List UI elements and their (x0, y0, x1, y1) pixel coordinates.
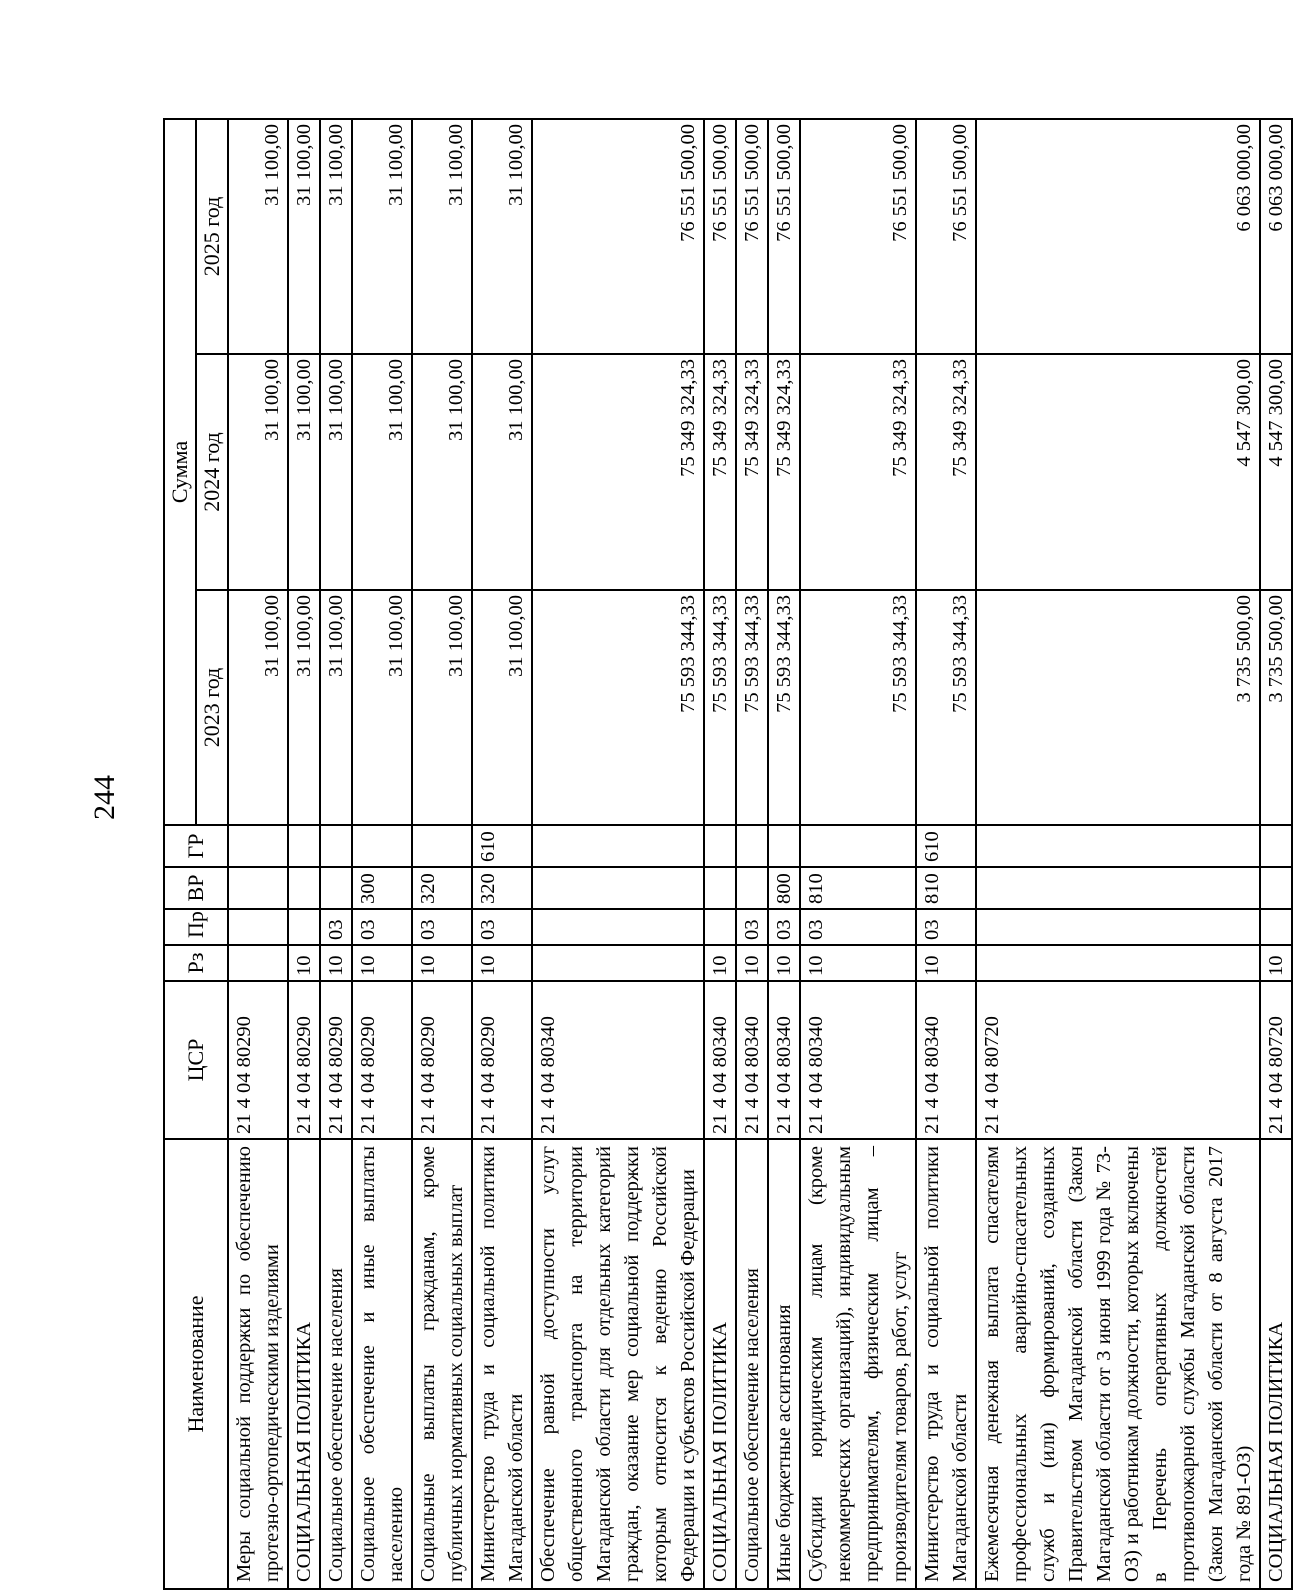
row-2023: 75 593 344,33 (916, 590, 976, 825)
rotated-table-wrapper (163, 120, 1287, 1590)
row-csr: 21 4 04 80720 (976, 981, 1260, 1139)
row-rz: 10 (412, 945, 472, 981)
row-2025: 31 100,00 (228, 119, 288, 354)
row-rz: 10 (472, 945, 532, 981)
row-2023: 31 100,00 (228, 590, 288, 825)
row-2023: 3 735 500,00 (1260, 590, 1292, 825)
row-gr (1260, 825, 1292, 867)
row-gr: 610 (472, 825, 532, 867)
row-gr (412, 825, 472, 867)
row-csr: 21 4 04 80340 (736, 981, 768, 1139)
row-pr (532, 909, 704, 945)
row-pr: 03 (916, 909, 976, 945)
row-2023: 31 100,00 (352, 590, 412, 825)
row-vr: 800 (768, 867, 800, 909)
header-gr: ГР (164, 825, 228, 867)
row-2024: 75 349 324,33 (800, 354, 916, 590)
row-gr (320, 825, 352, 867)
row-pr: 03 (412, 909, 472, 945)
row-name: Социальное обеспечение населения (320, 1139, 352, 1589)
row-rz: 10 (768, 945, 800, 981)
header-name: Наименование (164, 1139, 228, 1589)
row-pr (704, 909, 736, 945)
row-2024: 31 100,00 (412, 354, 472, 590)
row-vr (704, 867, 736, 909)
row-pr (976, 909, 1260, 945)
row-name: СОЦИАЛЬНАЯ ПОЛИТИКА (1260, 1139, 1292, 1589)
row-rz: 10 (352, 945, 412, 981)
header-2025: 2025 год (196, 119, 228, 354)
table-row (288, 119, 320, 1589)
row-pr: 03 (472, 909, 532, 945)
row-2025: 76 551 500,00 (768, 119, 800, 354)
row-vr: 320 (472, 867, 532, 909)
row-name: Министерство труда и социальной политики Магаданской области (916, 1139, 976, 1589)
row-2023: 3 735 500,00 (976, 590, 1260, 825)
row-pr (1260, 909, 1292, 945)
row-rz: 10 (1260, 945, 1292, 981)
table-row (916, 119, 976, 1589)
row-2024: 31 100,00 (320, 354, 352, 590)
row-rz: 10 (320, 945, 352, 981)
row-vr: 810 (800, 867, 916, 909)
row-name: Субсидии юридическим лицам (кроме некоммерческих организаций), индивидуальным предпринимателям, физическим лицам – производителям товаров, работ, услуг (800, 1139, 916, 1589)
row-csr: 21 4 04 80290 (352, 981, 412, 1139)
row-name: Ежемесячная денежная выплата спасателям профессиональных аварийно-спасательных служб и (или) формирований, созданных Правительством Магаданской области (Закон Магаданской области от 3 июня 1999 года № 73-ОЗ) и работникам должности, которых включены в Перечень оперативных должностей противопожарной службы Магаданской области (Закон Магаданской области от 8 августа 2017 года № 891-ОЗ) (976, 1139, 1260, 1589)
table-row (228, 119, 288, 1589)
table-row (800, 119, 916, 1589)
row-2023: 75 593 344,33 (736, 590, 768, 825)
row-rz (976, 945, 1260, 981)
row-csr: 21 4 04 80290 (412, 981, 472, 1139)
table-row (976, 119, 1260, 1589)
row-2024: 75 349 324,33 (916, 354, 976, 590)
row-2025: 76 551 500,00 (800, 119, 916, 354)
row-rz (228, 945, 288, 981)
row-2023: 31 100,00 (472, 590, 532, 825)
row-rz: 10 (736, 945, 768, 981)
row-csr: 21 4 04 80290 (320, 981, 352, 1139)
row-2025: 6 063 000,00 (976, 119, 1260, 354)
row-name: Социальное обеспечение и иные выплаты населению (352, 1139, 412, 1589)
row-2025: 31 100,00 (472, 119, 532, 354)
table-row (352, 119, 412, 1589)
table-row (768, 119, 800, 1589)
row-csr: 21 4 04 80290 (472, 981, 532, 1139)
row-2024: 31 100,00 (472, 354, 532, 590)
row-2025: 76 551 500,00 (704, 119, 736, 354)
row-vr (736, 867, 768, 909)
header-sum: Сумма (164, 119, 196, 825)
row-csr: 21 4 04 80720 (1260, 981, 1292, 1139)
row-rz: 10 (288, 945, 320, 981)
row-pr (288, 909, 320, 945)
row-2025: 76 551 500,00 (916, 119, 976, 354)
row-2025: 6 063 000,00 (1260, 119, 1292, 354)
row-2024: 31 100,00 (228, 354, 288, 590)
row-vr (288, 867, 320, 909)
budget-table (163, 118, 1293, 1590)
row-2024: 75 349 324,33 (704, 354, 736, 590)
row-vr (320, 867, 352, 909)
row-2023: 75 593 344,33 (768, 590, 800, 825)
row-gr (800, 825, 916, 867)
row-2023: 75 593 344,33 (532, 590, 704, 825)
row-2023: 31 100,00 (412, 590, 472, 825)
row-2025: 31 100,00 (288, 119, 320, 354)
header-pr: Пр (164, 909, 228, 945)
row-2023: 75 593 344,33 (704, 590, 736, 825)
table-row (532, 119, 704, 1589)
row-name: Меры социальной поддержки по обеспечению протезно-ортопедическими изделиями (228, 1139, 288, 1589)
table-body (228, 119, 1292, 1589)
row-2025: 31 100,00 (320, 119, 352, 354)
row-pr (228, 909, 288, 945)
row-csr: 21 4 04 80290 (288, 981, 320, 1139)
row-2024: 31 100,00 (288, 354, 320, 590)
row-csr: 21 4 04 80340 (916, 981, 976, 1139)
row-2024: 4 547 300,00 (1260, 354, 1292, 590)
row-rz (532, 945, 704, 981)
table-row (320, 119, 352, 1589)
row-name: СОЦИАЛЬНАЯ ПОЛИТИКА (288, 1139, 320, 1589)
row-name: Иные бюджетные ассигнования (768, 1139, 800, 1589)
row-pr: 03 (768, 909, 800, 945)
row-vr (532, 867, 704, 909)
row-pr: 03 (736, 909, 768, 945)
row-gr (768, 825, 800, 867)
row-gr (976, 825, 1260, 867)
table-row (704, 119, 736, 1589)
row-rz: 10 (704, 945, 736, 981)
header-2024: 2024 год (196, 354, 228, 590)
row-pr: 03 (320, 909, 352, 945)
row-2024: 75 349 324,33 (768, 354, 800, 590)
row-name: СОЦИАЛЬНАЯ ПОЛИТИКА (704, 1139, 736, 1589)
row-2024: 75 349 324,33 (532, 354, 704, 590)
row-gr (736, 825, 768, 867)
row-2025: 31 100,00 (352, 119, 412, 354)
row-vr (228, 867, 288, 909)
row-csr: 21 4 04 80340 (532, 981, 704, 1139)
row-name: Социальное обеспечение населения (736, 1139, 768, 1589)
header-rz: Рз (164, 945, 228, 981)
table-row (736, 119, 768, 1589)
row-vr: 810 (916, 867, 976, 909)
header-vr: ВР (164, 867, 228, 909)
header-csr: ЦСР (164, 981, 228, 1139)
row-rz: 10 (800, 945, 916, 981)
row-gr (532, 825, 704, 867)
table-row (1260, 119, 1292, 1589)
row-vr (1260, 867, 1292, 909)
row-csr: 21 4 04 80340 (768, 981, 800, 1139)
row-2025: 31 100,00 (412, 119, 472, 354)
row-2024: 4 547 300,00 (976, 354, 1260, 590)
row-2023: 31 100,00 (320, 590, 352, 825)
row-2024: 75 349 324,33 (736, 354, 768, 590)
table-row (472, 119, 532, 1589)
page-number: 244 (88, 775, 121, 820)
row-name: Обеспечение равной доступности услуг общественного транспорта на территории Магаданской области для отдельных категорий граждан, оказание мер социальной поддержки которым относится к ведению Российской Федерации и субъектов Российской Федерации (532, 1139, 704, 1589)
row-name: Социальные выплаты гражданам, кроме публичных нормативных социальных выплат (412, 1139, 472, 1589)
row-gr (288, 825, 320, 867)
row-csr: 21 4 04 80290 (228, 981, 288, 1139)
row-2024: 31 100,00 (352, 354, 412, 590)
row-csr: 21 4 04 80340 (704, 981, 736, 1139)
row-gr: 610 (916, 825, 976, 867)
row-2023: 31 100,00 (288, 590, 320, 825)
row-2025: 76 551 500,00 (736, 119, 768, 354)
row-2025: 76 551 500,00 (532, 119, 704, 354)
row-vr: 300 (352, 867, 412, 909)
row-pr: 03 (352, 909, 412, 945)
header-2023: 2023 год (196, 590, 228, 825)
row-name: Министерство труда и социальной политики Магаданской области (472, 1139, 532, 1589)
header-row-1 (164, 119, 196, 1589)
row-csr: 21 4 04 80340 (800, 981, 916, 1139)
row-2023: 75 593 344,33 (800, 590, 916, 825)
row-gr (352, 825, 412, 867)
row-gr (704, 825, 736, 867)
row-vr: 320 (412, 867, 472, 909)
row-gr (228, 825, 288, 867)
row-vr (976, 867, 1260, 909)
table-row (412, 119, 472, 1589)
row-rz: 10 (916, 945, 976, 981)
row-pr: 03 (800, 909, 916, 945)
